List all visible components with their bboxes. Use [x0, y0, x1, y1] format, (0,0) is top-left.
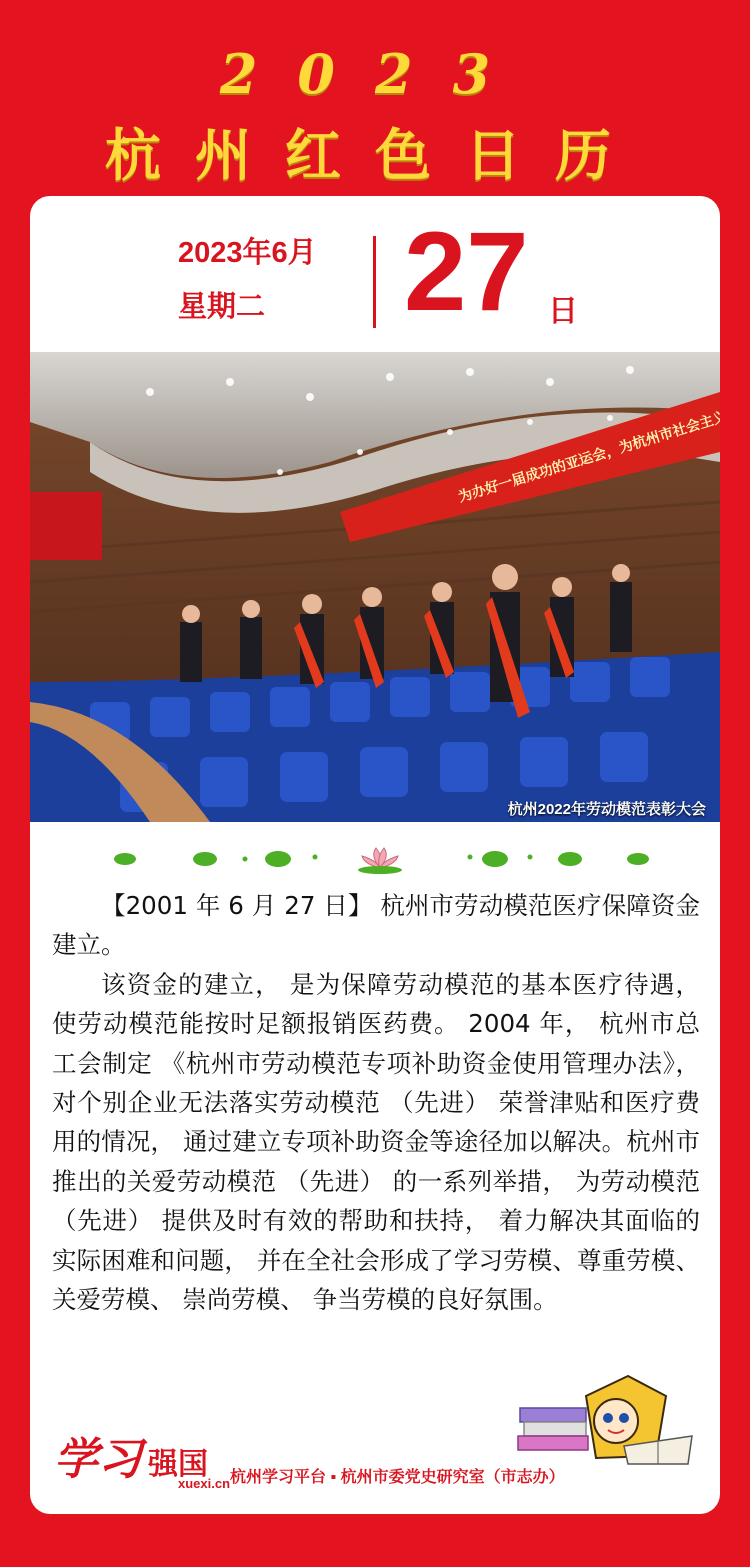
logo-url: xuexi.cn [178, 1476, 231, 1491]
svg-text:强国: 强国 [148, 1448, 208, 1481]
mascot-illustration [516, 1366, 696, 1466]
article-paragraph: 【2001 年 6 月 27 日】 杭州市劳动模范医疗保障资金建立。 [52, 891, 700, 960]
photo-caption: 杭州2022年劳动模范表彰大会 [507, 801, 706, 818]
event-photo [30, 352, 720, 822]
calendar-card [30, 196, 720, 1514]
date-day: 27 [404, 209, 529, 334]
lotus-divider [100, 842, 660, 876]
side-screen [30, 492, 102, 560]
header-title: 杭州红色日历 [105, 123, 645, 189]
lotus-leaves-icon [100, 842, 660, 876]
date-year-month: 2023年6月 [178, 237, 317, 269]
date-separator [373, 236, 376, 328]
date-weekday: 星期二 [178, 291, 266, 323]
auditorium-illustration [30, 352, 720, 822]
article-body [52, 886, 700, 1319]
header-year: 2023 [219, 42, 531, 106]
books-mascot-icon [516, 1366, 696, 1466]
article-paragraph: 该资金的建立， 是为保障劳动模范的基本医疗待遇， 使劳动模范能按时足额报销医药费。 2004 年， 杭州市总工会制定 《杭州市劳动模范专项补助资金使用管理办法》， 对个别企业无法落实劳动模范 （先进） 荣誉津贴和医疗费用的情况， 通过建立专项补助资金等途径加以解决。杭州市推出的关爱劳动模范 （先进） 的一系列举措， 为劳动模范 （先进） 提供及时有效的帮助和扶持， 着力解决其面临的实际困难和问题， 并在全社会形成了学习劳模、尊重劳模、 关爱劳模、 崇尚劳模、 争当劳模的良好氛围。 [52, 969, 700, 1315]
source-credit: 杭州学习平台 ▪ 杭州市委党史研究室（市志办） [230, 1469, 565, 1486]
date-day-unit: 日 [548, 295, 578, 328]
logo-text: 学习 [54, 1434, 142, 1485]
